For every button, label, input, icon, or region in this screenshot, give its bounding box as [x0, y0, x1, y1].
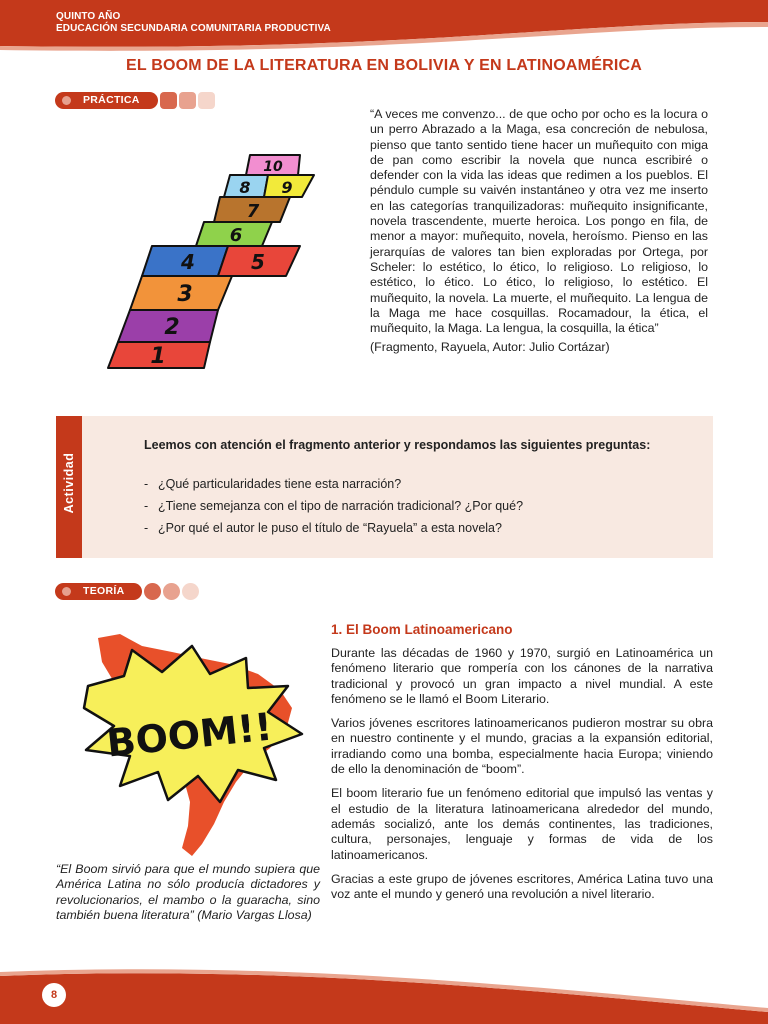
page-title: EL BOOM DE LA LITERATURA EN BOLIVIA Y EN LATINOAMÉRICA: [126, 57, 642, 74]
header-grade: QUINTO AÑO: [56, 11, 121, 22]
hopscotch-number: 4: [181, 250, 195, 274]
section-tag-theory: [55, 583, 199, 600]
footer-band: [0, 964, 768, 1024]
tag-theory-label: TEORÍA: [55, 583, 142, 600]
hopscotch-illustration: [100, 150, 320, 370]
hopscotch-number: 3: [177, 282, 193, 307]
tag-dot: [182, 583, 199, 600]
activity-question: - ¿Por qué el autor le puso el título de “Rayuela” a esta novela?: [144, 520, 523, 542]
activity-tab-label: Actividad: [62, 452, 76, 514]
activity-tab: [56, 416, 82, 558]
theory-paragraph: Durante las décadas de 1960 y 1970, surgió en Latinoamérica un fenómeno literario que rompería con los cánones de la narrativa tradicional y provocó un gran impacto a nivel mundial. A este fenómeno se le llamó el Boom Literario.: [331, 646, 713, 706]
activity-question: - ¿Tiene semejanza con el tipo de narración tradicional? ¿Por qué?: [144, 498, 523, 520]
activity-questions: [144, 476, 523, 542]
hopscotch-number: 8: [239, 178, 251, 197]
boom-map-illustration: [80, 630, 320, 860]
hopscotch-number: 2: [164, 315, 180, 340]
tag-square: [160, 92, 177, 109]
hopscotch-number: 1: [150, 344, 166, 369]
hopscotch-number: 7: [246, 201, 260, 222]
theory-heading: 1. El Boom Latinoamericano: [331, 622, 513, 637]
activity-intro: Leemos con atención el fragmento anterior y respondamos las siguientes preguntas:: [144, 438, 651, 452]
section-tag-practice: [55, 92, 215, 109]
fragment-credit: (Fragmento, Rayuela, Autor: Julio Cortázar): [370, 340, 610, 354]
page-number: 8: [42, 983, 66, 1007]
boom-word: BOOM!!: [104, 704, 275, 766]
theory-paragraph: Gracias a este grupo de jóvenes escritores, América Latina tuvo una voz ante el mundo y generó una revolución a nivel literario.: [331, 871, 713, 902]
tag-dot: [144, 583, 161, 600]
hopscotch-number: 6: [229, 225, 243, 246]
tag-square: [179, 92, 196, 109]
vargas-llosa-quote: “El Boom sirvió para que el mundo supiera que América Latina no sólo producía dictadores y revolucionarios, el mambo o la guaracha, sino también buena literatura” (Mario Vargas Llosa): [56, 862, 320, 922]
theory-text: [331, 646, 713, 911]
hopscotch-number: 10: [263, 159, 283, 175]
tag-dot: [163, 583, 180, 600]
header-text: [56, 11, 331, 35]
theory-paragraph: El boom literario fue un fenómeno editorial que impulsó las ventas y el estudio de la literatura latinoamericana alrededor del mundo, además socializó, ante los demás continentes, las tradiciones, cultura, personajes, lenguaje y formas de vida de los latinoamericanos.: [331, 786, 713, 862]
tag-square: [198, 92, 215, 109]
rayuela-fragment: “A veces me convenzo... de que ocho por ocho es la locura o un perro Abrazado a la Maga, esa concreción de nebulosa, pienso que tanto sentido tiene hacer un muñequito con miga de pan como escribir la novela que nunca escribiré o defender con la vida las ideas que redimen a los pueblos. El péndulo cumple su vaivén instantáneo y otra vez me inserto en las categorías tranquilizadoras: muñequito insignificante, novela trascendente, muerte heroica. Los pongo en fila, de menor a mayor: muñequito, novela, heroísmo. Pienso en las jerarquías de valores tan bien exploradas por Ortega, por Scheler: lo estético, lo ético, lo religioso. Lo religioso, lo estético, lo ético. Lo ético, lo religioso, lo estético. El muñequito, la novela. La muerte, el muñequito. La lengua de la Maga me hace cosquillas. Rocamadour, la ética, el muñequito, la Maga. La lengua, la cosquilla, la ética”: [370, 107, 708, 336]
tag-practice-label: PRÁCTICA: [55, 92, 158, 109]
hopscotch-number: 9: [281, 178, 293, 197]
hopscotch-number: 5: [251, 250, 265, 274]
header-program: EDUCACIÓN SECUNDARIA COMUNITARIA PRODUCTIVA: [56, 23, 331, 34]
activity-question: - ¿Qué particularidades tiene esta narración?: [144, 476, 523, 498]
theory-paragraph: Varios jóvenes escritores latinoamericanos pudieron mostrar su obra en nuestro continente y el mundo, gracias a la expansión editorial, irradiando como una bomba, especialmente hacia Europa; viniendo de ello la denominación de “boom”.: [331, 716, 713, 777]
